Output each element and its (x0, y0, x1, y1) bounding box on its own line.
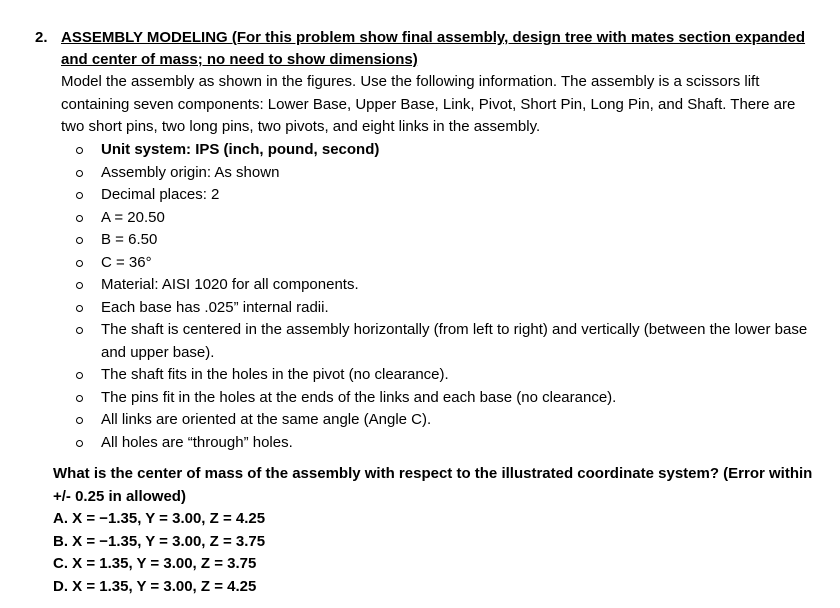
answer-choice-b: B. X = −1.35, Y = 3.00, Z = 3.75 (53, 532, 266, 550)
circle-bullet-icon (76, 237, 83, 244)
list-item-text: Each base has .025” internal radii. (101, 298, 329, 316)
problem-heading: ASSEMBLY MODELING (For this problem show final assembly, design tree with mates section expanded and center of mass; no need to show dimensions) (61, 29, 806, 68)
answer-choice-a: A. X = −1.35, Y = 3.00, Z = 4.25 (53, 510, 266, 527)
circle-bullet-icon (76, 215, 83, 222)
list-item (76, 409, 816, 432)
list-item-text: Assembly origin: As shown (101, 163, 280, 181)
list-item-text: A = 20.50 (101, 208, 165, 226)
list-item (76, 319, 816, 364)
circle-bullet-icon (76, 147, 83, 154)
circle-bullet-icon (76, 260, 83, 267)
list-item (76, 207, 816, 230)
list-item (76, 139, 816, 162)
list-item-text: B = 6.50 (101, 231, 158, 248)
list-item-text: Unit system: IPS (inch, pound, second) (101, 141, 380, 158)
list-item (76, 274, 816, 297)
circle-bullet-icon (76, 417, 83, 424)
circle-bullet-icon (76, 395, 83, 402)
circle-bullet-icon (76, 440, 83, 447)
circle-bullet-icon (76, 170, 83, 177)
circle-bullet-icon (76, 372, 83, 379)
list-item-text: All links are oriented at the same angle (Angle C). (101, 411, 432, 428)
circle-bullet-icon (76, 282, 83, 289)
list-item (76, 184, 816, 207)
list-item-text: The shaft is centered in the assembly horizontally (from left to right) and vertically (between the lower base and upper base). (101, 321, 808, 361)
list-item-text: The shaft fits in the holes in the pivot (no clearance). (101, 366, 449, 383)
circle-bullet-icon (76, 192, 83, 199)
circle-bullet-icon (76, 327, 83, 334)
list-item-text: C = 36° (101, 253, 152, 271)
problem-description: Model the assembly as shown in the figures. Use the following information. The assembly is a scissors lift containing seven components: Lower Base, Upper Base, Link, Pivot, Short Pin, Long Pin, and Shaft. There are two short pins, two long pins, two pivots, and eight links in the assembly. (61, 73, 796, 135)
requirements-list (76, 139, 816, 454)
question-text: What is the center of mass of the assembly with respect to the illustrated coordinate system? (Error within +/- 0.25 in allowed) (53, 465, 813, 505)
list-item (76, 387, 816, 410)
list-item (76, 229, 816, 252)
answer-choice-d: D. X = 1.35, Y = 3.00, Z = 4.25 (53, 577, 257, 595)
list-item-text: All holes are “through” holes. (101, 433, 293, 451)
list-item (76, 297, 816, 320)
list-item-text: Decimal places: 2 (101, 186, 220, 203)
list-item (76, 364, 816, 387)
list-item (76, 252, 816, 275)
circle-bullet-icon (76, 305, 83, 312)
list-item (76, 432, 816, 455)
answer-choices (53, 508, 265, 598)
list-item (76, 162, 816, 185)
answer-choice-c: C. X = 1.35, Y = 3.00, Z = 3.75 (53, 555, 257, 572)
problem-number: 2. (35, 29, 48, 46)
list-item-text: Material: AISI 1020 for all components. (101, 276, 359, 293)
list-item-text: The pins fit in the holes at the ends of the links and each base (no clearance). (101, 388, 617, 406)
